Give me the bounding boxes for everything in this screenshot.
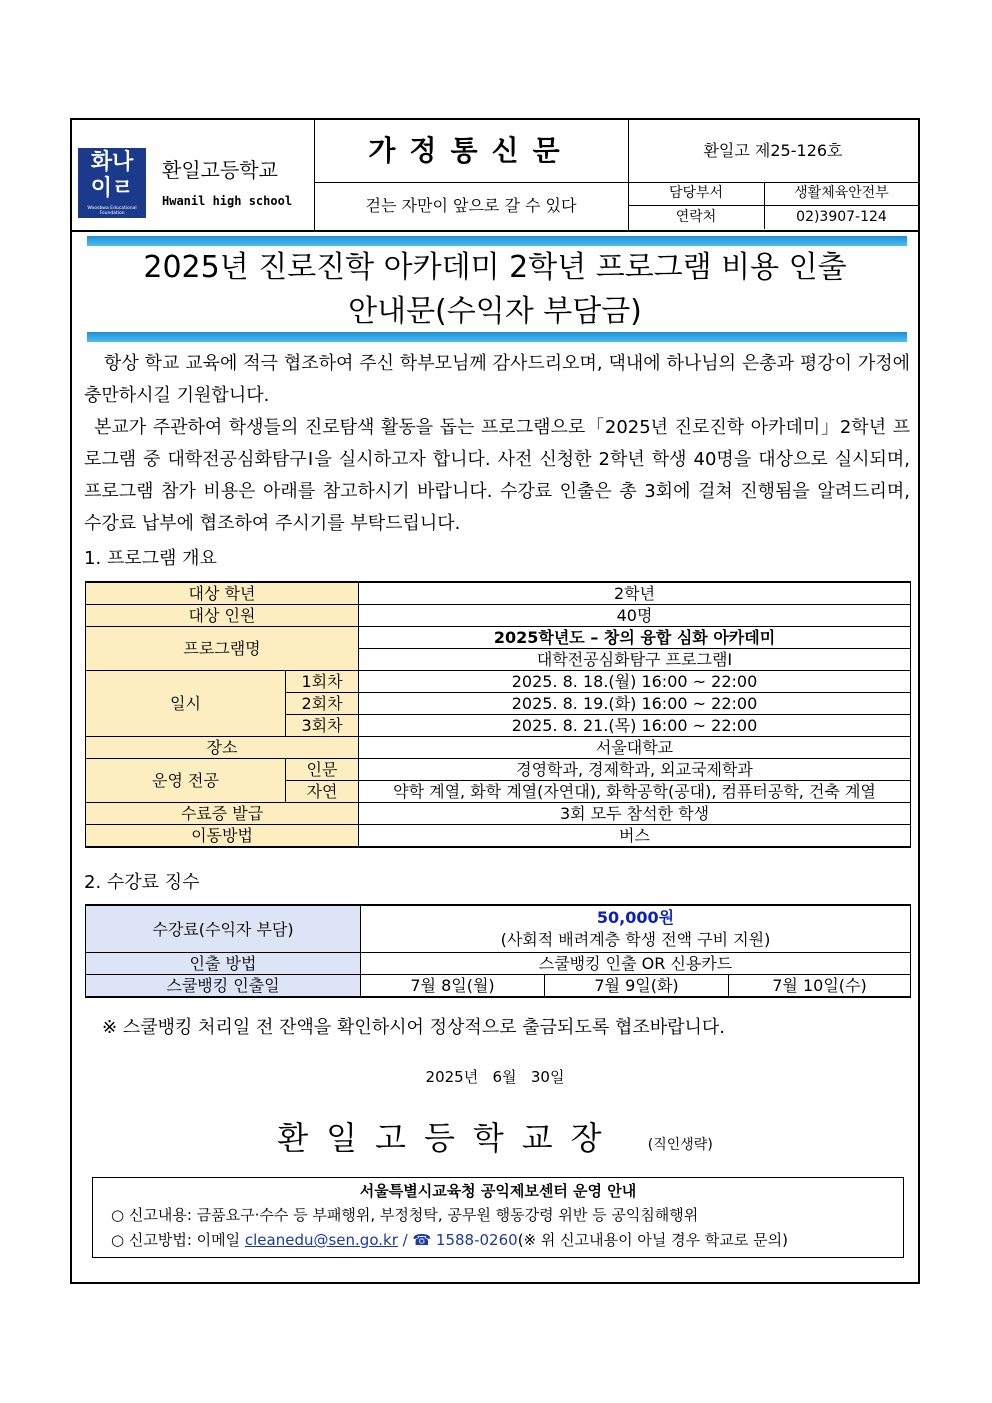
method-value: 스쿨뱅킹 인출 OR 신용카드: [361, 953, 911, 975]
transport-value: 버스: [359, 825, 911, 848]
withdrawal-date: 7월 8일(월): [361, 975, 545, 998]
logo-glyphs: 화나 이ㄹ: [90, 150, 134, 201]
science-label: 자연: [286, 781, 359, 803]
fee-table: [85, 904, 911, 998]
certificate-label: 수료증 발급: [86, 803, 359, 825]
program-name-1: 2025학년도 – 창의 융합 심화 아카데미: [359, 627, 911, 649]
school-name-english: Hwanil high school: [162, 194, 293, 208]
doc-title-line2: 안내문(수익자 부담금): [348, 294, 642, 329]
dept-label: 담당부서: [628, 182, 765, 205]
schedule-label: 일시: [86, 671, 286, 737]
certificate-value: 3회 모두 참석한 학생: [359, 803, 911, 825]
fee-amount: 50,000원: [596, 908, 675, 927]
report-method-suffix: (※ 위 신고내용이 아닐 경우 학교로 문의): [517, 1231, 788, 1249]
fee-note: (사회적 배려계층 학생 전액 구비 지원): [500, 930, 771, 949]
grade-label: 대상 학년: [86, 582, 359, 605]
logo-subtext: Woosbwa Educational Foundation: [87, 206, 137, 216]
fee-label: 수강료(수익자 부담): [86, 905, 361, 953]
document-frame: [70, 118, 920, 1284]
contact-row: [628, 206, 918, 229]
session-label: 1회차: [286, 671, 359, 693]
program-name-label: 프로그램명: [86, 627, 359, 671]
notice-line-report-content: ○ 신고내용: 금품요구·수수 등 부패행위, 부정청탁, 공무원 행동강령 위반 등 공익침해행위: [111, 1206, 699, 1224]
overview-table: [85, 581, 911, 848]
contact-value: 02)3907-124: [796, 209, 887, 225]
humanities-label: 인문: [286, 759, 359, 781]
place-value: 서울대학교: [359, 737, 911, 759]
phone-number: / ☎ 1588-0260: [397, 1231, 518, 1249]
school-logo: [78, 148, 146, 218]
issue-date: 2025년 6월 30일: [425, 1068, 565, 1086]
grade-value: 2학년: [359, 582, 911, 605]
dept-row: [628, 182, 918, 206]
doc-title-line1: 2025년 진로진학 아카데미 2학년 프로그램 비용 인출: [143, 250, 847, 285]
whistleblower-notice-box: [92, 1177, 904, 1258]
section-fee-heading: 2. 수강료 징수: [84, 872, 200, 893]
school-motto: 걷는 자만이 앞으로 갈 수 있다: [314, 182, 629, 230]
notice-title: 서울특별시교육청 공익제보센터 운영 안내: [359, 1182, 637, 1200]
report-method-prefix: ○ 신고방법: 이메일: [111, 1231, 245, 1249]
section-overview-heading: 1. 프로그램 개요: [84, 548, 217, 569]
count-value: 40명: [359, 605, 911, 627]
principal-title: 환일고등학교장: [277, 1119, 620, 1157]
dept-value: 생활체육안전부: [794, 185, 889, 201]
document-number: 환일고 제25-126호: [628, 120, 918, 183]
school-logo-cell: [72, 120, 315, 230]
withdrawal-date: 7월 10일(수): [729, 975, 911, 998]
session-value: 2025. 8. 21.(목) 16:00 ~ 22:00: [359, 715, 911, 737]
email-link[interactable]: cleanedu@sen.go.kr: [244, 1231, 398, 1249]
title-bar-bottom: [87, 332, 907, 342]
letterhead: [72, 120, 918, 232]
fee-value-cell: [361, 905, 911, 953]
session-value: 2025. 8. 19.(화) 16:00 ~ 22:00: [359, 693, 911, 715]
title-bar-top: [87, 236, 907, 246]
session-label: 2회차: [286, 693, 359, 715]
transport-label: 이동방법: [86, 825, 359, 848]
session-value: 2025. 8. 18.(월) 16:00 ~ 22:00: [359, 671, 911, 693]
withdrawal-date-label: 스쿨뱅킹 인출일: [86, 975, 361, 998]
balance-notice: ※ 스쿨뱅킹 처리일 전 잔액을 확인하시어 정상적으로 출금되도록 협조바랍니다.: [102, 1017, 725, 1038]
place-label: 장소: [86, 737, 359, 759]
withdrawal-date: 7월 9일(화): [545, 975, 729, 998]
humanities-value: 경영학과, 경제학과, 외교국제학과: [359, 759, 911, 781]
principal-signature: [72, 1113, 918, 1159]
greeting-paragraph: 항상 학교 교육에 적극 협조하여 주신 학부모님께 감사드리오며, 댁내에 하나님의 은총과 평강이 가정에 충만하시길 기원합니다.: [84, 353, 910, 406]
method-label: 인출 방법: [86, 953, 361, 975]
notice-line-report-method: [111, 1229, 788, 1250]
newsletter-title: 가정통신문: [314, 120, 629, 183]
contact-label: 연락처: [628, 206, 765, 229]
seal-omitted-note: (직인생략): [647, 1137, 713, 1153]
intro-paragraph: 본교가 주관하여 학생들의 진로탐색 활동을 돕는 프로그램으로「2025년 진로진학 아카데미」2학년 프로그램 중 대학전공심화탐구Ⅰ을 실시하고자 합니다. 사전 신청한 2학년 학생 40명을 대상으로 실시되며, 프로그램 참가 비용은 아래를 참고하시기 바랍니다. 수강료 인출은 총 3회에 걸쳐 진행됨을 알려드리며, 수강료 납부에 협조하여 주시기를 부탁드립니다.: [84, 417, 911, 534]
session-label: 3회차: [286, 715, 359, 737]
science-value: 약학 계열, 화학 계열(자연대), 화학공학(공대), 컴퓨터공학, 건축 계열: [359, 781, 911, 803]
program-name-2: 대학전공심화탐구 프로그램Ⅰ: [359, 649, 911, 671]
major-label: 운영 전공: [86, 759, 286, 803]
count-label: 대상 인원: [86, 605, 359, 627]
school-name-korean: 환일고등학교: [162, 158, 278, 182]
